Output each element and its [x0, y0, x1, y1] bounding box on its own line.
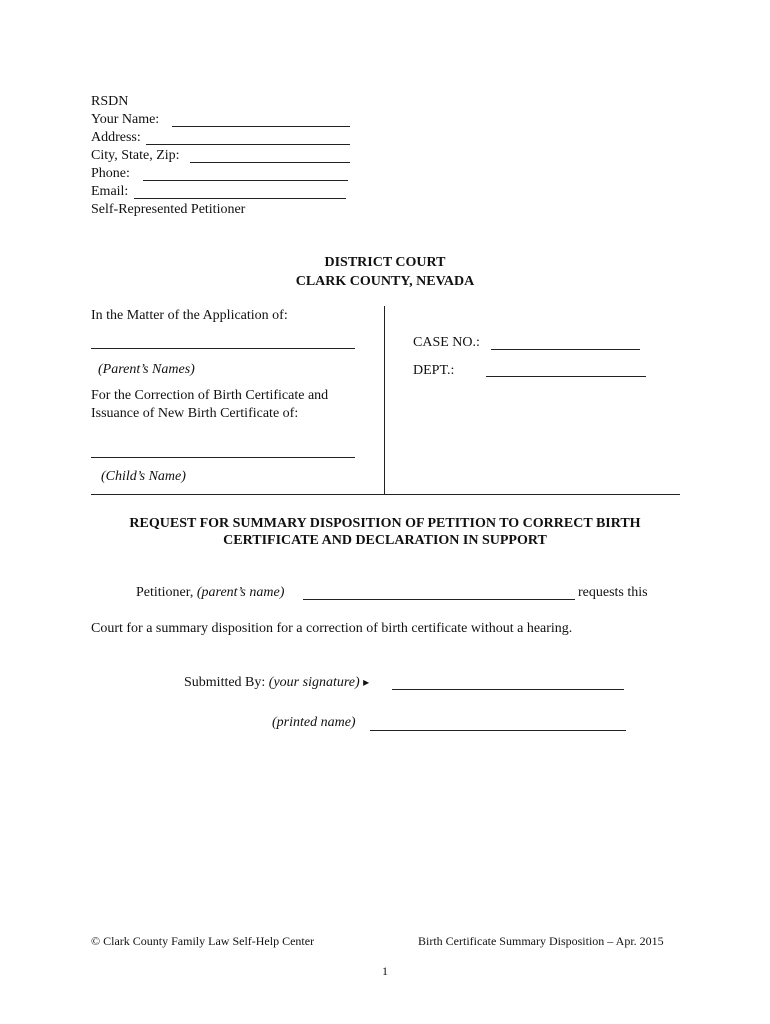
caption-bottom-rule: [91, 494, 680, 495]
petitioner-prefix: [136, 585, 284, 601]
parents-names-field[interactable]: [91, 348, 355, 349]
dept-field[interactable]: [486, 376, 646, 377]
matter-of-label: In the Matter of the Application of:: [91, 308, 288, 323]
address-label: Address:: [91, 130, 141, 145]
your-signature-hint: (your signature): [268, 675, 360, 690]
correction-line-2: Issuance of New Birth Certificate of:: [91, 406, 299, 421]
submitted-by-label: [184, 675, 369, 691]
footer-form-name: Birth Certificate Summary Disposition – Apr. 2015: [418, 934, 664, 948]
city-state-zip-label: City, State, Zip:: [91, 148, 180, 163]
printed-name-label: (printed name): [272, 715, 356, 730]
petitioner-label: Petitioner,: [136, 585, 197, 600]
footer-copyright: © Clark County Family Law Self-Help Center: [91, 934, 315, 948]
your-name-field[interactable]: [172, 126, 350, 127]
childs-name-field[interactable]: [91, 457, 355, 458]
page-number: 1: [382, 964, 388, 978]
caption-vertical-divider: [384, 306, 385, 494]
city-state-zip-field[interactable]: [190, 162, 350, 163]
your-name-label: Your Name:: [91, 112, 160, 127]
case-no-label: CASE NO.:: [413, 335, 480, 350]
phone-field[interactable]: [143, 180, 348, 181]
childs-name-label: (Child’s Name): [101, 469, 186, 484]
court-request-sentence: Court for a summary disposition for a correction of birth certificate without a hearing.: [91, 621, 573, 636]
case-no-field[interactable]: [491, 349, 640, 350]
address-field[interactable]: [146, 144, 350, 145]
petitioner-parents-name-field[interactable]: [303, 599, 575, 600]
submitted-by-text: Submitted By:: [184, 675, 269, 690]
phone-label: Phone:: [91, 166, 130, 181]
requests-this-text: requests this: [578, 585, 648, 600]
court-name: DISTRICT COURT: [324, 255, 446, 270]
email-field[interactable]: [134, 198, 346, 199]
self-represented-label: Self-Represented Petitioner: [91, 202, 246, 217]
parents-names-label: (Parent’s Names): [98, 362, 195, 377]
correction-line-1: For the Correction of Birth Certificate and: [91, 388, 329, 403]
arrow-right-icon: ▸: [363, 675, 370, 689]
parents-name-hint: (parent’s name): [196, 585, 285, 600]
printed-name-field[interactable]: [370, 730, 626, 731]
dept-label: DEPT.:: [413, 363, 455, 378]
court-county: CLARK COUNTY, NEVADA: [295, 274, 475, 289]
rsdn-label: RSDN: [91, 94, 129, 109]
email-label: Email:: [91, 184, 129, 199]
document-title-line-2: CERTIFICATE AND DECLARATION IN SUPPORT: [223, 533, 547, 548]
document-title-line-1: REQUEST FOR SUMMARY DISPOSITION OF PETITION TO CORRECT BIRTH: [129, 516, 641, 531]
signature-field[interactable]: [392, 689, 624, 690]
